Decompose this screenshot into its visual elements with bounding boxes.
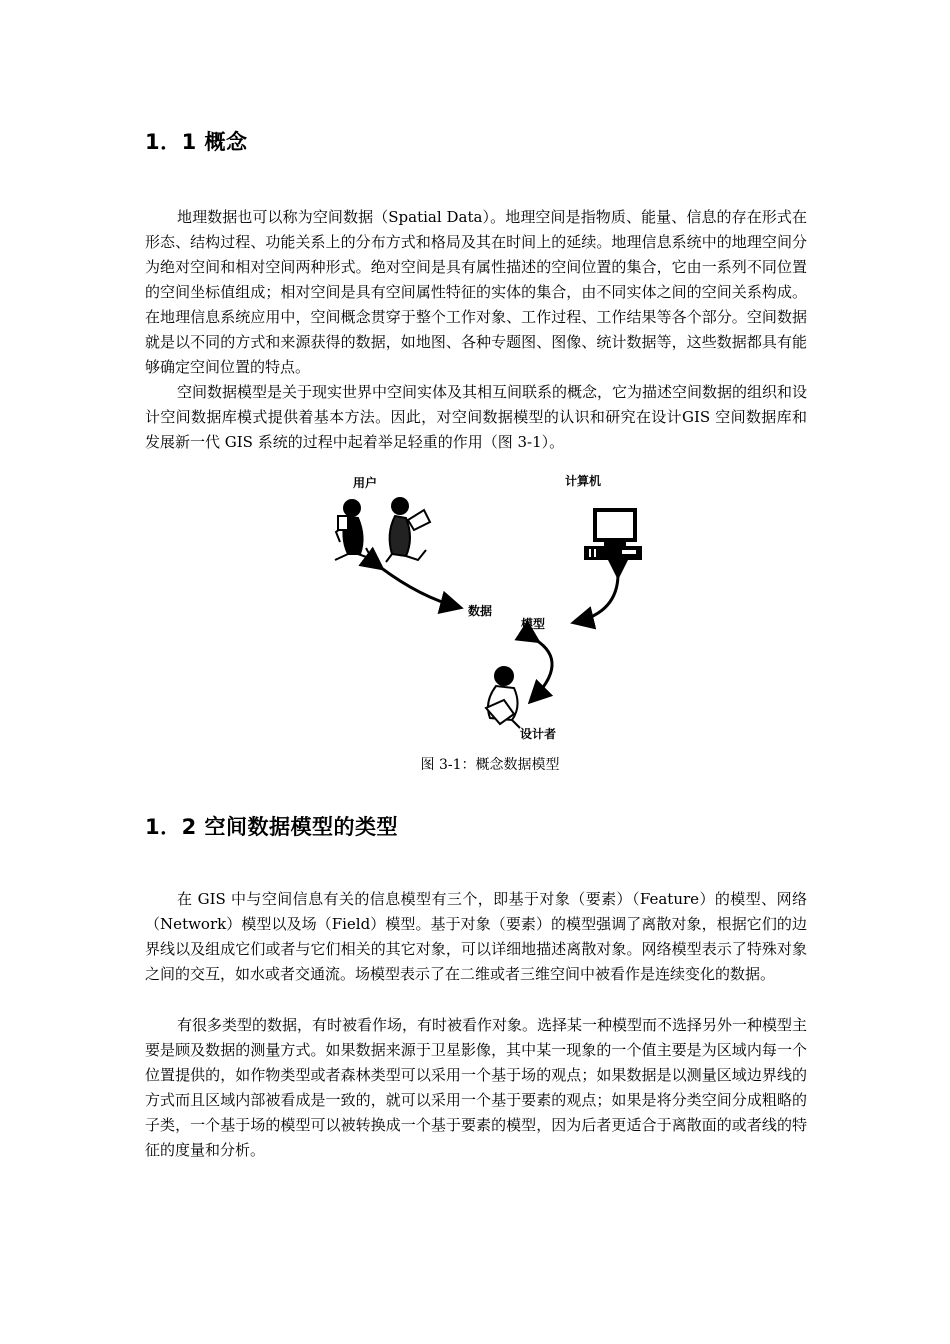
label-data: 数据 [468,604,493,618]
label-model: 模型 [521,617,546,631]
designer-icon [486,667,520,728]
paragraph-spatial-data: 地理数据也可以称为空间数据（Spatial Data）。地理空间是指物质、能量、信息的存在形式在形态、结构过程、功能关系上的分布方式和格局及其在时间上的延续。地理信息系统中的地理空间分为绝对空间和相对空间两种形式。绝对空间是具有属性描述的空间位置的集合，它由一系列不同位置的空间坐标值组成；相对空间是具有空间属性特征的实体的集合，由不同实体之间的空间关系构成。在地理信息系统应用中，空间概念贯穿于整个工作对象、工作过程、工作结果等各个部分。空间数据就是以不同的方式和来源获得的数据，如地图、各种专题图、图像、统计数据等，这些数据都具有能够确定空间位置的特点。 [145,208,807,376]
section-heading-concept: 1．1 概念 [145,130,248,154]
label-users: 用户 [353,476,378,490]
label-computer: 计算机 [565,474,602,488]
arrow-computer-model [576,574,618,622]
paragraph-spatial-data-model: 空间数据模型是关于现实世界中空间实体及其相互间联系的概念，它为描述空间数据的组织和设计空间数据库模式提供着基本方法。因此，对空间数据模型的认识和研究在设计GIS 空间数据库和发展新一代 GIS 系统的过程中起着举足轻重的作用（图 3-1）。 [145,383,808,451]
concept-data-model-figure [300,462,660,752]
label-designer: 设计者 [520,727,557,741]
paragraph-field-or-object: 有很多类型的数据，有时被看作场，有时被看作对象。选择某一种模型而不选择另外一种模型主要是顾及数据的测量方式。如果数据来源于卫星影像，其中某一现象的一个值主要是为区域内每一个位置提供的，如作物类型或者森林类型可以采用一个基于场的观点；如果数据是以测量区域边界线的方式而且区域内部被看成是一致的，就可以采用一个基于要素的观点；如果是将分类空间分成粗略的子类，一个基于场的模型可以被转换成一个基于要素的模型，因为后者更适合于离散面的或者线的特征的度量和分析。 [145,1016,808,1159]
users-icon [335,498,430,562]
section-heading-model-types: 1．2 空间数据模型的类型 [145,815,399,839]
figure-caption: 图 3-1：概念数据模型 [420,757,560,773]
arrow-users-data [380,567,458,607]
computer-icon [584,510,642,560]
paragraph-information-models: 在 GIS 中与空间信息有关的信息模型有三个，即基于对象（要素）（Feature）的模型、网络（Network）模型以及场（Field）模型。基于对象（要素）的模型强调了离散对象，根据它们的边界线以及组成它们或者与它们相关的其它对象，可以详细地描述离散对象。网络模型表示了特殊对象之间的交互，如水或者交通流。场模型表示了在二维或者三维空间中被看作是连续变化的数据。 [145,890,807,983]
arrow-model-designer [532,640,552,700]
